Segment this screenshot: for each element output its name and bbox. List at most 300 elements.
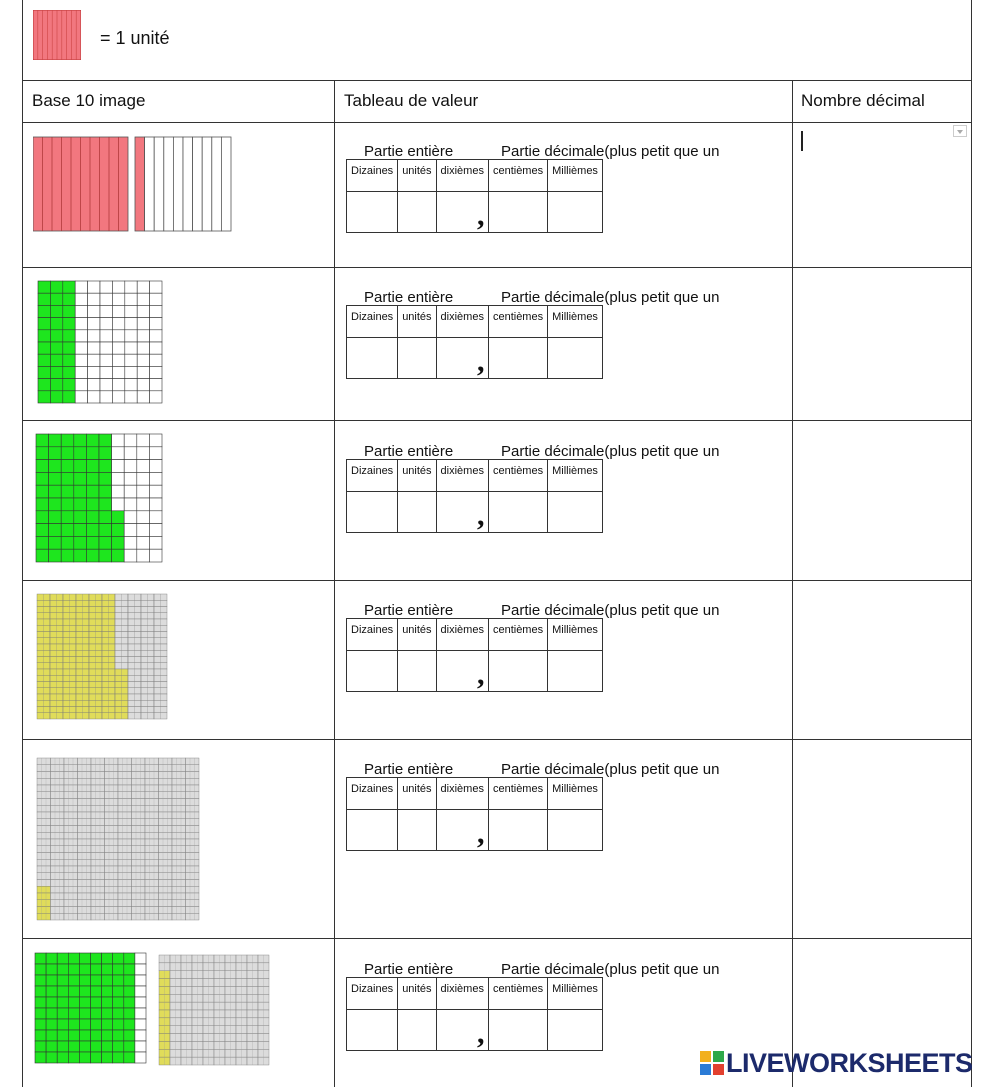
grid-cell [172,880,186,887]
grid-cell [186,819,200,826]
grid-cell [150,305,162,317]
grid-cell [74,536,87,549]
grid-cell [49,485,62,498]
col-header-centiemes: centièmes [488,160,547,192]
grid-cell [186,913,200,920]
grid-cell [64,826,78,833]
grid-cell [124,997,135,1008]
grid-cell [38,342,50,354]
grid-cell [51,866,65,873]
grid-cell [79,975,90,986]
grid-cell [112,447,125,460]
grid-cell [91,1019,102,1030]
grid-cell [145,799,159,806]
grid-cell [46,953,57,964]
grid-cell [57,1030,68,1041]
grid-cell [88,354,100,366]
grid-cell [37,772,51,779]
grid-cell [124,524,137,537]
grid-cell [86,434,99,447]
grid-cell [100,305,112,317]
cell-dizaines [347,492,398,533]
grid-cell [64,819,78,826]
grid-cell [46,1041,57,1052]
grid-cell [118,765,132,772]
header-place-value-table: Tableau de valeur [344,91,479,110]
grid-cell [51,826,65,833]
grid-cell [124,549,137,562]
grid-cell [64,792,78,799]
grid-cell [50,354,62,366]
grid-cell [124,511,137,524]
grid-cell [135,986,146,997]
grid-cell [186,785,200,792]
grid-cell [112,342,124,354]
grid-cell [159,859,173,866]
grid-cell [118,853,132,860]
grid-cell [105,812,119,819]
grid-cell [51,846,65,853]
cell-centiemes [488,338,547,379]
grid-cell [64,866,78,873]
grid-cell [68,997,79,1008]
grid-cell [132,832,146,839]
grid-cell [99,524,112,537]
grid-cell [99,447,112,460]
decimal-comma: , [477,499,485,532]
grid-cell [35,1052,46,1063]
col-header-dizaines: Dizaines [347,460,398,492]
grid-cell [145,866,159,873]
grid-cell [159,778,173,785]
grid-cell [88,281,100,293]
grid-cell [132,913,146,920]
grid-cell [88,379,100,391]
grid-cell [64,853,78,860]
grid-cell [88,318,100,330]
grid-cell [137,366,149,378]
grid-cell [38,366,50,378]
tenth-strip [202,137,212,231]
grid-cell [63,293,75,305]
liveworksheets-icon [700,1051,724,1075]
grid-cell [51,805,65,812]
grid-cell [118,812,132,819]
grid-cell [37,893,51,900]
liveworksheets-logo [700,1048,973,1079]
tenth-strip [173,137,183,231]
grid-cell [172,812,186,819]
grid-cell [159,886,173,893]
answer-input-cursor[interactable] [801,131,803,151]
grid-cell [64,778,78,785]
grid-cell [91,826,105,833]
grid-cell [118,907,132,914]
grid-cell [137,460,150,473]
grid-cell [172,893,186,900]
grid-cell [36,549,49,562]
col-header-unites: unités [398,778,436,810]
grid-cell [57,1008,68,1019]
grid-cell [64,846,78,853]
grid-cell [105,900,119,907]
grid-cell [186,778,200,785]
grid-cell [91,1041,102,1052]
grid-cell [35,986,46,997]
grid-cell [132,799,146,806]
grid-cell [159,785,173,792]
grid-cell [112,391,124,403]
grid-cell [50,366,62,378]
grid-cell [137,379,149,391]
grid-cell [78,792,92,799]
grid-cell [105,886,119,893]
grid-cell [186,839,200,846]
tenth-strip [154,137,164,231]
grid-cell [135,975,146,986]
grid-cell [172,765,186,772]
grid-cell [105,866,119,873]
grid-cell [99,536,112,549]
grid-cell [91,866,105,873]
grid-cell [149,524,162,537]
grid-cell [37,873,51,880]
grid-cell [78,819,92,826]
grid-cell [124,953,135,964]
grid-cell [145,832,159,839]
grid-cell [186,792,200,799]
grid-cell [159,893,173,900]
cell-milliemes [548,810,603,851]
grid-cell [112,281,124,293]
grid-cell [135,1019,146,1030]
grid-cell [79,1030,90,1041]
grid-cell [145,765,159,772]
grid-cell [64,913,78,920]
grid-cell [172,913,186,920]
grid-cell [102,953,113,964]
grid-cell [113,964,124,975]
grid-cell [137,391,149,403]
col-header-unites: unités [398,306,436,338]
grid-cell [137,447,150,460]
col-header-dixiemes: dixièmes [436,160,488,192]
grid-cell [37,792,51,799]
place-value-table [346,459,603,533]
grid-cell [105,832,119,839]
grid-cell [36,485,49,498]
grid-cell [124,472,137,485]
cell-centiemes [488,810,547,851]
grid-cell [78,832,92,839]
grid-cell [172,900,186,907]
grid-cell [51,812,65,819]
grid-cell [132,853,146,860]
row-divider [22,739,972,740]
grid-cell [91,1052,102,1063]
grid-cell [64,772,78,779]
grid-cell [186,886,200,893]
grid-cell [172,853,186,860]
grid-cell [51,772,65,779]
grid-cell [100,281,112,293]
grid-cell [91,893,105,900]
grid-cell [36,536,49,549]
grid-cell [64,799,78,806]
grid-cell [135,1052,146,1063]
grid-cell [63,354,75,366]
grid-cell [61,460,74,473]
grid-cell [37,819,51,826]
col-header-milliemes: Millièmes [548,160,603,192]
grid-cell [64,785,78,792]
grid-cell [38,379,50,391]
grid-cell [118,805,132,812]
grid-cell [91,986,102,997]
grid-cell [124,964,135,975]
grid-cell [124,1030,135,1041]
grid-cell [112,293,124,305]
grid-cell [112,536,125,549]
grid-cell [172,907,186,914]
grid-cell [74,485,87,498]
grid-cell [51,907,65,914]
grid-cell [113,997,124,1008]
grid-cell [68,1041,79,1052]
grid-cell [145,792,159,799]
tenth-strip [183,137,193,231]
grid-cell [118,900,132,907]
grid-cell [78,886,92,893]
grid-cell [125,293,137,305]
grid-cell [113,1019,124,1030]
grid-cell [113,1052,124,1063]
grid-cell [145,778,159,785]
grid-cell [64,758,78,765]
grid-cell [91,846,105,853]
grid-cell [132,819,146,826]
col-header-dizaines: Dizaines [347,778,398,810]
grid-cell [37,805,51,812]
grid-cell [124,1019,135,1030]
grid-cell [88,342,100,354]
grid-cell [159,812,173,819]
grid-cell [132,805,146,812]
grid-cell [145,758,159,765]
grid-cell [124,1041,135,1052]
grid-cell [149,511,162,524]
grid-cell [186,900,200,907]
grid-cell [50,342,62,354]
grid-cell [78,900,92,907]
grid-cell [105,765,119,772]
grid-cell [186,846,200,853]
grid-cell [37,799,51,806]
grid-cell [91,785,105,792]
grid-cell [137,281,149,293]
base10-image-row-4 [36,593,169,721]
grid-cell [124,485,137,498]
row-divider [22,80,972,81]
grid-cell [149,498,162,511]
watermark-text: LIVEWORKSHEETS [726,1048,973,1078]
grid-cell [132,758,146,765]
grid-cell [79,1052,90,1063]
grid-cell [112,434,125,447]
row-divider [22,938,972,939]
grid-cell [105,873,119,880]
grid-cell [132,826,146,833]
grid-cell [49,447,62,460]
grid-cell [112,472,125,485]
grid-cell [91,792,105,799]
grid-cell [50,330,62,342]
grid-cell [57,997,68,1008]
grid-cell [63,281,75,293]
grid-cell [91,873,105,880]
grid-cell [132,846,146,853]
grid-cell [64,873,78,880]
grid-cell [61,536,74,549]
grid-cell [88,305,100,317]
row-divider [22,267,972,268]
cell-unites [398,810,436,851]
col-header-dixiemes: dixièmes [436,619,488,651]
grid-cell [37,812,51,819]
grid-cell [38,293,50,305]
grid-cell [118,826,132,833]
answer-dropdown-icon[interactable] [953,125,967,137]
grid-cell [37,880,51,887]
grid-cell [88,293,100,305]
grid-cell [159,880,173,887]
cell-milliemes [548,492,603,533]
grid-cell [118,839,132,846]
grid-cell [118,873,132,880]
grid-cell [159,900,173,907]
grid-cell [99,485,112,498]
grid-cell [132,907,146,914]
col-header-unites: unités [398,619,436,651]
grid-cell [36,498,49,511]
grid-cell [61,447,74,460]
grid-cell [159,819,173,826]
grid-cell [112,549,125,562]
cell-unites [398,338,436,379]
place-value-table [346,777,603,851]
decimal-comma: , [477,817,485,850]
grid-cell [46,975,57,986]
cell-centiemes [488,492,547,533]
grid-cell [135,1008,146,1019]
grid-cell [79,986,90,997]
cell-centiemes [488,192,547,233]
grid-cell [125,305,137,317]
grid-cell [79,1019,90,1030]
grid-cell [91,907,105,914]
grid-cell [145,805,159,812]
grid-cell [135,953,146,964]
grid-cell [78,866,92,873]
grid-cell [57,1041,68,1052]
grid-cell [112,511,125,524]
grid-cell [118,778,132,785]
grid-cell [88,366,100,378]
grid-cell [91,853,105,860]
grid-cell [102,997,113,1008]
grid-cell [105,839,119,846]
grid-cell [100,366,112,378]
grid-cell [135,1041,146,1052]
tenth-strip [221,137,231,231]
grid-cell [63,342,75,354]
grid-cell [118,893,132,900]
grid-cell [124,1008,135,1019]
grid-cell [38,318,50,330]
grid-cell [125,366,137,378]
grid-cell [86,524,99,537]
grid-cell [37,778,51,785]
cell-unites [398,1010,436,1051]
decimal-part-label: Partie décimale(plus petit que un [501,443,720,460]
grid-cell [78,785,92,792]
grid-cell [38,281,50,293]
grid-cell [61,549,74,562]
cell-unites [398,492,436,533]
grid-cell [132,900,146,907]
grid-cell [49,511,62,524]
grid-cell [186,866,200,873]
grid-cell [172,826,186,833]
grid-cell [57,1052,68,1063]
grid-cell [91,997,102,1008]
grid-cell [150,293,162,305]
grid-cell [50,318,62,330]
grid-cell [186,812,200,819]
grid-cell [102,986,113,997]
grid-cell [149,472,162,485]
grid-cell [78,826,92,833]
grid-cell [137,536,150,549]
grid-cell [49,472,62,485]
grid-cell [145,859,159,866]
grid-cell [100,330,112,342]
grid-cell [64,805,78,812]
grid-cell [49,434,62,447]
grid-cell [36,460,49,473]
grid-cell [37,886,51,893]
grid-cell [57,975,68,986]
grid-cell [63,330,75,342]
grid-cell [137,305,149,317]
grid-cell [137,293,149,305]
cell-milliemes [548,192,603,233]
grid-cell [78,913,92,920]
col-header-milliemes: Millièmes [548,306,603,338]
grid-cell [99,472,112,485]
grid-cell [35,1030,46,1041]
col-header-dizaines: Dizaines [347,160,398,192]
grid-cell [78,758,92,765]
grid-cell [91,1030,102,1041]
grid-cell [132,785,146,792]
grid-cell [186,765,200,772]
grid-cell [159,832,173,839]
grid-cell [79,953,90,964]
grid-cell [105,792,119,799]
cell-centiemes [488,1010,547,1051]
grid-cell [124,975,135,986]
